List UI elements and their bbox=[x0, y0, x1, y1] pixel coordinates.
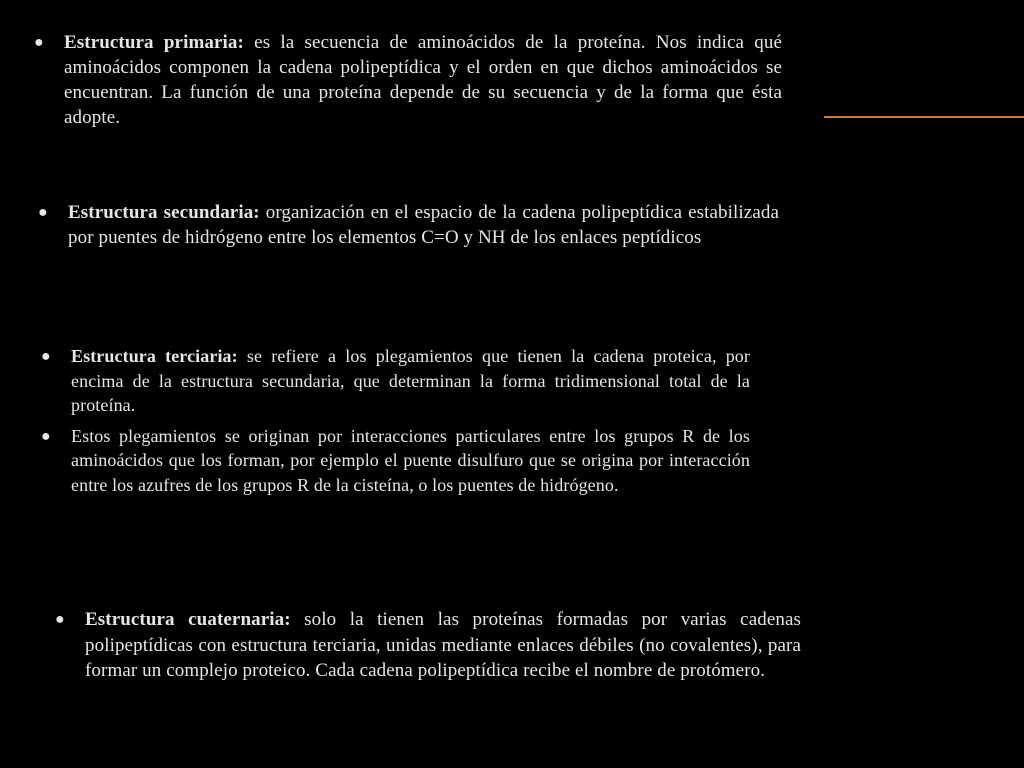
bullet-item-tertiary-detail bbox=[41, 424, 750, 498]
bullet-icon: ● bbox=[41, 348, 51, 365]
bullet-item-tertiary bbox=[41, 344, 750, 418]
text-tertiary-detail: Estos plegamientos se originan por interacciones particulares entre los grupos R de los aminoácidos que los forman, por ejemplo el puente disulfuro que se origina por interacción entre los azufres de los grupos R de la cisteína, o los puentes de hidrógeno. bbox=[71, 425, 750, 495]
bullet-icon: ● bbox=[41, 427, 51, 445]
term-tertiary: Estructura terciaria: bbox=[71, 346, 247, 366]
section-quaternary-structure bbox=[55, 607, 801, 684]
bullet-icon: ● bbox=[34, 34, 44, 51]
bullet-icon: ● bbox=[55, 611, 65, 628]
section-tertiary-structure bbox=[41, 344, 750, 497]
bullet-item-primary bbox=[34, 30, 782, 130]
text-quaternary: solo la tienen las proteínas formadas por varias cadenas polipeptídicas con estructura terciaria, unidas mediante enlaces débiles (no covalentes), para formar un complejo proteico. Cada cadena polipeptídica recibe el nombre de protómero. bbox=[85, 609, 801, 681]
text-tertiary: se refiere a los plegamientos que tienen la cadena proteica, por encima de la estructura secundaria, que determinan la forma tridimensional total de la proteína. bbox=[71, 346, 751, 415]
bullet-item-quaternary bbox=[55, 607, 801, 684]
section-secondary-structure bbox=[38, 200, 779, 250]
accent-line bbox=[824, 116, 1024, 118]
bullet-item-secondary bbox=[38, 200, 779, 250]
term-primary: Estructura primaria: bbox=[64, 32, 255, 53]
bullet-icon: ● bbox=[38, 204, 48, 221]
text-primary: es la secuencia de aminoácidos de la proteína. Nos indica qué aminoácidos componen la cadena polipeptídica y el orden en que dichos aminoácidos se encuentran. La función de una proteína depende de su secuencia y de la forma que ésta adopte. bbox=[64, 32, 782, 128]
term-quaternary: Estructura cuaternaria: bbox=[85, 609, 305, 630]
text-secondary: organización en el espacio de la cadena polipeptídica estabilizada por puentes de hidrógeno entre los elementos C=O y NH de los enlaces peptídicos bbox=[68, 202, 779, 248]
section-primary-structure bbox=[34, 30, 782, 130]
term-secondary: Estructura secundaria: bbox=[68, 202, 266, 223]
